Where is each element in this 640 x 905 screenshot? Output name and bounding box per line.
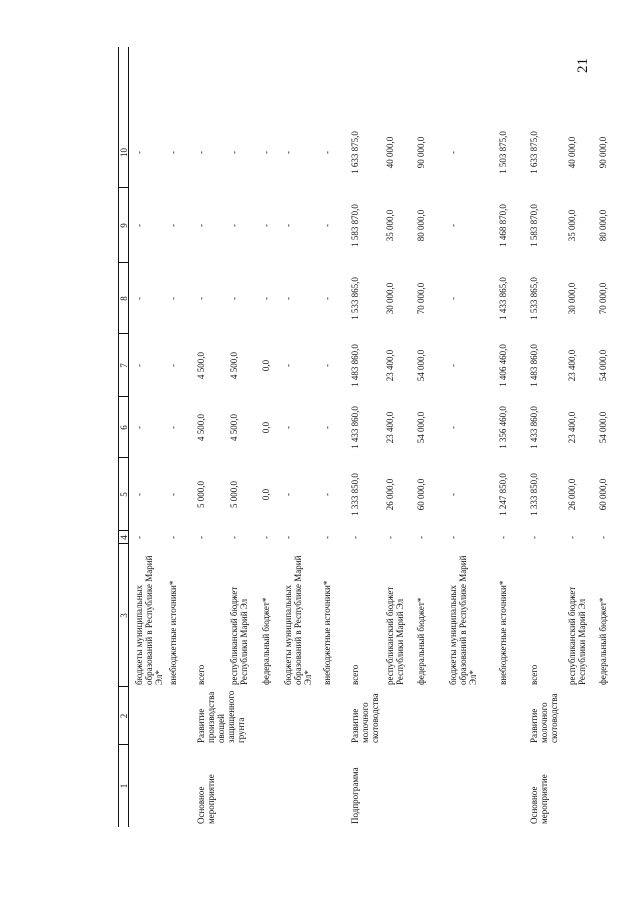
value-cell: -: [350, 536, 360, 539]
header-tick: [118, 530, 128, 531]
source-cell: федеральный бюджет*: [261, 597, 271, 685]
column-header-9: 9: [119, 223, 129, 228]
value-cell: 1 483 860,0: [529, 344, 539, 387]
value-cell: 4 500,0: [229, 352, 239, 379]
value-cell: -: [283, 297, 293, 300]
column-header-1: 1: [119, 783, 129, 789]
value-cell: 30 000,0: [567, 282, 577, 315]
value-cell: 70 000,0: [598, 282, 608, 315]
value-cell: -: [196, 297, 206, 300]
value-cell: 0,0: [261, 359, 271, 372]
column-header-5: 5: [119, 492, 129, 497]
source-cell: республиканский бюджет Республики Марий Эл: [385, 586, 405, 685]
row-name-cell: Развитие производства овощей защищенного грунта: [196, 690, 246, 743]
column-header-4: 4: [119, 535, 129, 540]
value-cell: 5 000,0: [196, 481, 206, 508]
value-cell: 1 503 875,0: [498, 131, 508, 174]
value-cell: 60 000,0: [598, 478, 608, 511]
value-cell: 1 583 870,0: [529, 204, 539, 247]
value-cell: -: [322, 493, 332, 496]
value-cell: -: [196, 151, 206, 154]
value-cell: -: [416, 536, 426, 539]
value-cell: 1 406 460,0: [498, 344, 508, 387]
value-cell: -: [229, 536, 239, 539]
header-tick: [118, 543, 128, 544]
column-header-3: 3: [119, 613, 129, 618]
value-cell: 1 333 850,0: [529, 473, 539, 516]
value-cell: -: [261, 536, 271, 539]
value-cell: 40 000,0: [567, 136, 577, 169]
column-header-7: 7: [119, 363, 129, 368]
value-cell: 90 000,0: [416, 136, 426, 169]
value-cell: -: [229, 297, 239, 300]
source-cell: бюджеты муниципальных образований в Республике Марий Эл*: [134, 555, 164, 685]
value-cell: -: [261, 297, 271, 300]
source-cell: республиканский бюджет Республики Марий Эл: [567, 586, 587, 685]
value-cell: 1 483 860,0: [350, 344, 360, 387]
value-cell: -: [448, 426, 458, 429]
source-cell: внебюджетные источники*: [498, 580, 508, 685]
value-cell: -: [168, 493, 178, 496]
value-cell: 1 633 875,0: [529, 131, 539, 174]
column-header-6: 6: [119, 425, 129, 430]
row-type-cell: Основное мероприятие: [196, 774, 216, 824]
column-header-10: 10: [119, 148, 129, 157]
value-cell: 1 433 860,0: [350, 406, 360, 449]
value-cell: -: [283, 224, 293, 227]
value-cell: 1 468 870,0: [498, 204, 508, 247]
value-cell: -: [168, 151, 178, 154]
column-header-8: 8: [119, 296, 129, 301]
page-number: 21: [575, 58, 591, 73]
value-cell: 1 533 865,0: [350, 277, 360, 320]
value-cell: 1 433 860,0: [529, 406, 539, 449]
value-cell: -: [322, 364, 332, 367]
value-cell: -: [448, 364, 458, 367]
value-cell: 30 000,0: [385, 282, 395, 315]
value-cell: 1 247 850,0: [498, 473, 508, 516]
value-cell: 54 000,0: [598, 349, 608, 382]
source-cell: внебюджетные источники*: [168, 580, 178, 685]
value-cell: -: [168, 297, 178, 300]
header-tick: [118, 457, 128, 458]
value-cell: 26 000,0: [385, 478, 395, 511]
value-cell: 23 400,0: [567, 411, 577, 444]
source-cell: всего: [350, 664, 360, 685]
value-cell: 80 000,0: [598, 209, 608, 242]
value-cell: -: [448, 493, 458, 496]
value-cell: -: [322, 297, 332, 300]
value-cell: -: [261, 151, 271, 154]
value-cell: 1 333 850,0: [350, 473, 360, 516]
value-cell: 1 583 870,0: [350, 204, 360, 247]
value-cell: -: [498, 536, 508, 539]
value-cell: -: [448, 224, 458, 227]
value-cell: -: [598, 536, 608, 539]
value-cell: 4 500,0: [196, 414, 206, 441]
value-cell: 23 400,0: [385, 349, 395, 382]
header-tick: [118, 333, 128, 334]
value-cell: -: [448, 151, 458, 154]
row-type-cell: Основное мероприятие: [529, 774, 549, 824]
value-cell: -: [229, 224, 239, 227]
value-cell: 1 533 865,0: [529, 277, 539, 320]
value-cell: -: [134, 151, 144, 154]
source-cell: федеральный бюджет*: [416, 597, 426, 685]
column-header-2: 2: [119, 713, 129, 719]
value-cell: -: [448, 536, 458, 539]
value-cell: 54 000,0: [416, 411, 426, 444]
value-cell: -: [283, 493, 293, 496]
value-cell: 70 000,0: [416, 282, 426, 315]
row-name-cell: Развитие молочного скотоводства: [350, 693, 380, 743]
value-cell: 26 000,0: [567, 478, 577, 511]
value-cell: 1 356 460,0: [498, 406, 508, 449]
value-cell: 35 000,0: [385, 209, 395, 242]
value-cell: -: [385, 536, 395, 539]
source-cell: республиканский бюджет Республики Марий Эл: [229, 586, 249, 685]
value-cell: 35 000,0: [567, 209, 577, 242]
row-name-cell: Развитие молочного скотоводства: [529, 693, 559, 743]
value-cell: -: [283, 151, 293, 154]
value-cell: -: [322, 536, 332, 539]
value-cell: -: [168, 224, 178, 227]
value-cell: -: [134, 297, 144, 300]
value-cell: 1 433 865,0: [498, 277, 508, 320]
value-cell: -: [283, 426, 293, 429]
value-cell: 80 000,0: [416, 209, 426, 242]
header-tick: [118, 686, 128, 687]
value-cell: -: [322, 224, 332, 227]
value-cell: -: [567, 536, 577, 539]
value-cell: -: [168, 364, 178, 367]
header-tick: [118, 744, 128, 745]
value-cell: 40 000,0: [385, 136, 395, 169]
source-cell: бюджеты муниципальных образований в Республике Марий Эл*: [448, 555, 478, 685]
source-cell: федеральный бюджет*: [598, 597, 608, 685]
value-cell: -: [134, 536, 144, 539]
value-cell: 0,0: [261, 421, 271, 434]
value-cell: 90 000,0: [598, 136, 608, 169]
value-cell: -: [261, 224, 271, 227]
value-cell: -: [196, 536, 206, 539]
value-cell: 54 000,0: [598, 411, 608, 444]
value-cell: 23 400,0: [385, 411, 395, 444]
source-cell: всего: [196, 664, 206, 685]
value-cell: 54 000,0: [416, 349, 426, 382]
value-cell: 23 400,0: [567, 349, 577, 382]
value-cell: -: [196, 224, 206, 227]
value-cell: 4 500,0: [229, 414, 239, 441]
value-cell: -: [283, 364, 293, 367]
value-cell: 60 000,0: [416, 478, 426, 511]
value-cell: -: [529, 536, 539, 539]
value-cell: -: [134, 364, 144, 367]
value-cell: -: [283, 536, 293, 539]
value-cell: -: [134, 493, 144, 496]
value-cell: 5 000,0: [229, 481, 239, 508]
value-cell: -: [168, 426, 178, 429]
source-cell: всего: [529, 664, 539, 685]
value-cell: -: [448, 297, 458, 300]
header-tick: [118, 396, 128, 397]
source-cell: бюджеты муниципальных образований в Республике Марий Эл*: [283, 555, 313, 685]
value-cell: -: [168, 536, 178, 539]
header-tick: [118, 262, 128, 263]
value-cell: -: [322, 151, 332, 154]
value-cell: 1 633 875,0: [350, 131, 360, 174]
value-cell: 4 500,0: [196, 352, 206, 379]
row-type-cell: Подпрограмма: [350, 767, 360, 824]
value-cell: 0,0: [261, 488, 271, 501]
source-cell: внебюджетные источники*: [322, 580, 332, 685]
value-cell: -: [322, 426, 332, 429]
budget-table: [118, 47, 608, 827]
value-cell: -: [134, 426, 144, 429]
value-cell: -: [134, 224, 144, 227]
value-cell: -: [229, 151, 239, 154]
header-tick: [118, 187, 128, 188]
